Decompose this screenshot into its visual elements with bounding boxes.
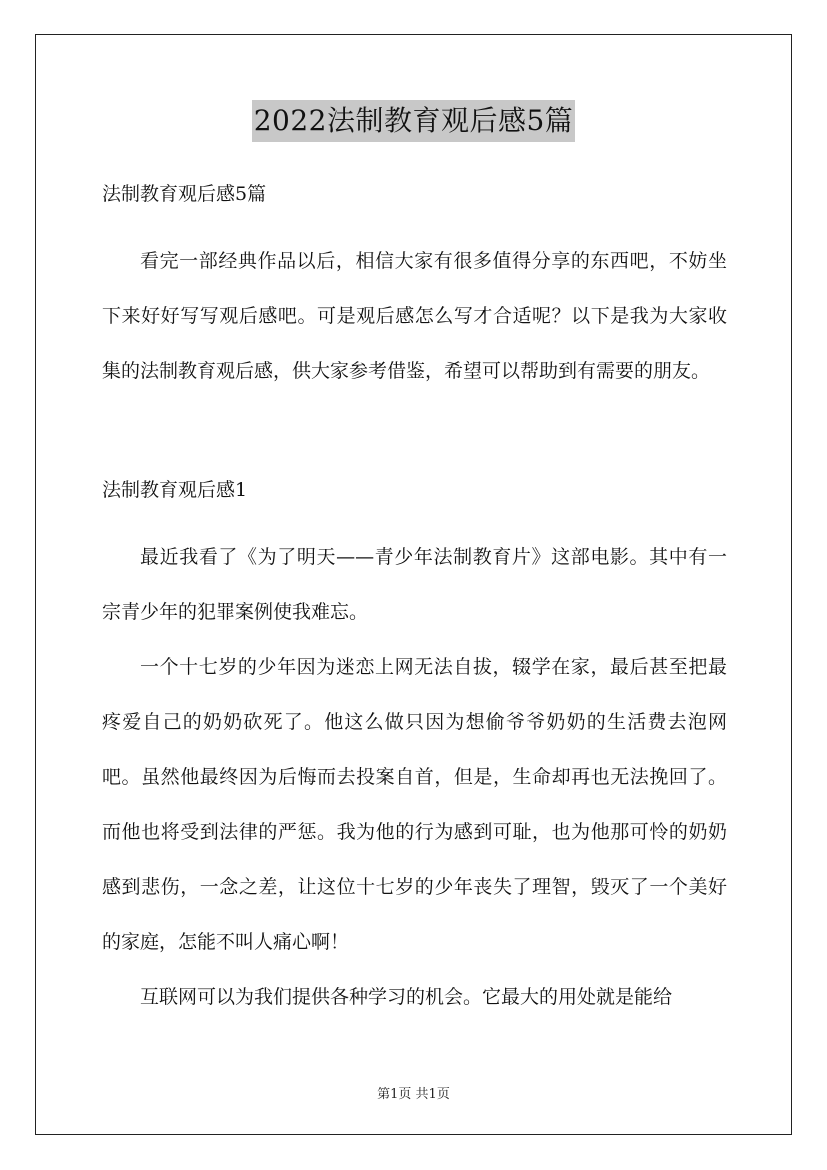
body-paragraph: 最近我看了《为了明天——青少年法制教育片》这部电影。其中有一宗青少年的犯罪案例使我难忘。 bbox=[102, 546, 727, 623]
spacer bbox=[102, 212, 727, 234]
page-footer: 第1页 共1页 bbox=[377, 1087, 450, 1102]
body-paragraph: 一个十七岁的少年因为迷恋上网无法自拔，辍学在家，最后甚至把最疼爱自己的奶奶砍死了。他这么做只因为想偷爷爷奶奶的生活费去泡网吧。虽然他最终因为后悔而去投案自首，但是，生命却再也无法挽回了。而他也将受到法律的严惩。我为他的行为感到可耻，也为他那可怜的奶奶感到悲伤，一念之差，让这位十七岁的少年丧失了理智，毁灭了一个美好的家庭，怎能不叫人痛心啊！ bbox=[102, 656, 727, 953]
document-title: 2022法制教育观后感5篇 bbox=[252, 100, 576, 142]
document-subtitle: 法制教育观后感5篇 bbox=[102, 183, 267, 205]
title-container bbox=[0, 100, 827, 142]
spacer bbox=[102, 508, 727, 530]
section-heading: 法制教育观后感1 bbox=[102, 479, 248, 501]
document-body bbox=[102, 176, 727, 1025]
intro-paragraph: 看完一部经典作品以后，相信大家有很多值得分享的东西吧，不妨坐下来好好写写观后感吧。可是观后感怎么写才合适呢？以下是我为大家收集的法制教育观后感，供大家参考借鉴，希望可以帮助到有需要的朋友。 bbox=[102, 250, 727, 382]
body-paragraph: 互联网可以为我们提供各种学习的机会。它最大的用处就是能给 bbox=[140, 986, 673, 1008]
spacer bbox=[102, 399, 727, 472]
